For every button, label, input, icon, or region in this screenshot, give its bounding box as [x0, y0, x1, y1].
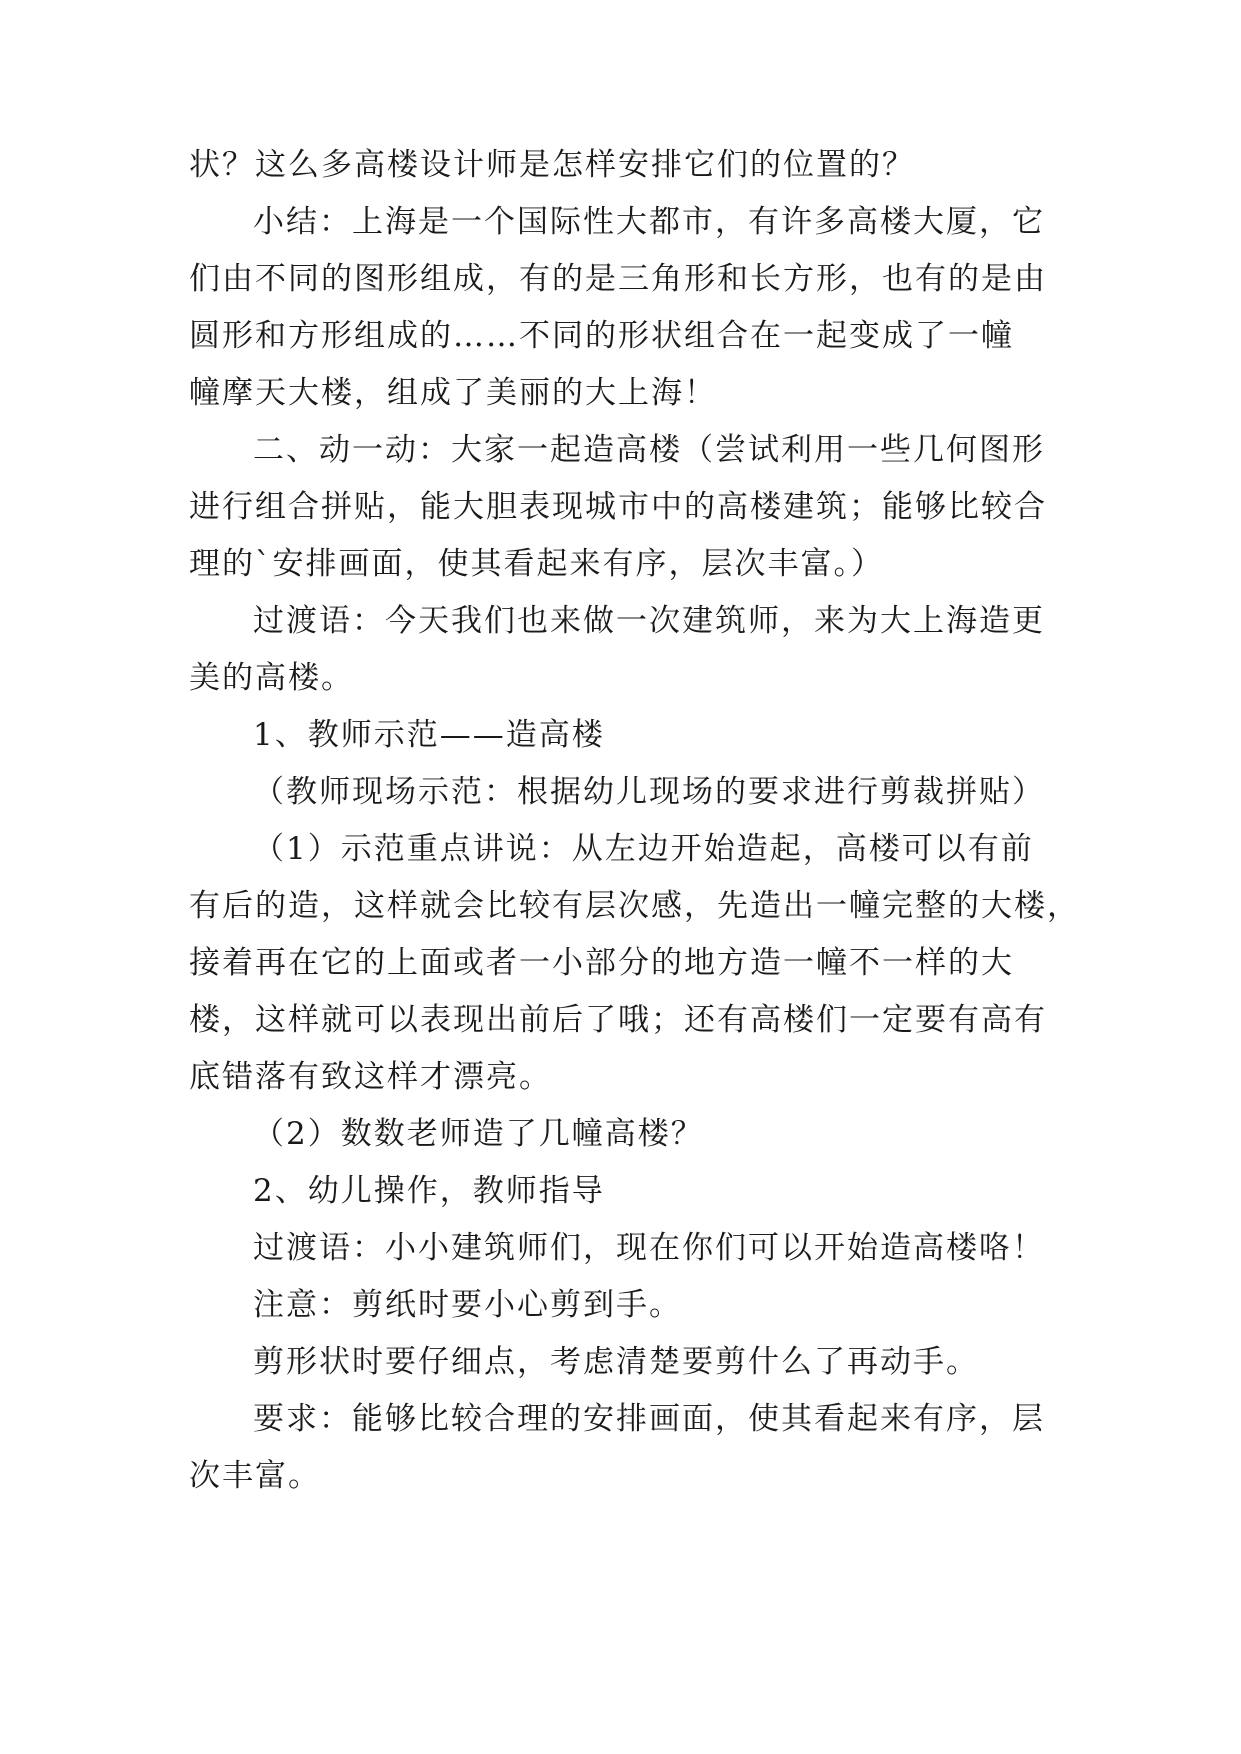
text-line: 剪形状时要仔细点，考虑清楚要剪什么了再动手。	[253, 1344, 979, 1380]
text-line: 圆形和方形组成的……不同的形状组合在一起变成了一幢	[189, 318, 1014, 354]
text-line: （2）数数老师造了几幢高楼？	[253, 1116, 704, 1152]
text-line: （教师现场示范：根据幼儿现场的要求进行剪裁拼贴）	[253, 774, 1045, 810]
text-line: 有后的造，这样就会比较有层次感，先造出一幢完整的大楼，	[189, 888, 1080, 924]
text-line: 接着再在它的上面或者一小部分的地方造一幢不一样的大	[189, 945, 1014, 981]
text-line: 状？这么多高楼设计师是怎样安排它们的位置的？	[189, 147, 915, 183]
text-line: 幢摩天大楼，组成了美丽的大上海！	[189, 375, 717, 411]
text-line: 1、教师示范——造高楼	[253, 717, 605, 753]
text-line: 们由不同的图形组成，有的是三角形和长方形，也有的是由	[189, 261, 1047, 297]
text-line: 小结：上海是一个国际性大都市，有许多高楼大厦，它	[253, 204, 1045, 240]
text-line: （1）示范重点讲说：从左边开始造起，高楼可以有前	[253, 831, 1034, 867]
text-line: 次丰富。	[189, 1458, 321, 1494]
text-line: 楼，这样就可以表现出前后了哦；还有高楼们一定要有高有	[189, 1002, 1047, 1038]
text-line: 二、动一动：大家一起造高楼（尝试利用一些几何图形	[253, 432, 1045, 468]
text-line: 注意：剪纸时要小心剪到手。	[253, 1287, 682, 1323]
text-line: 过渡语：小小建筑师们，现在你们可以开始造高楼咯！	[253, 1230, 1045, 1266]
text-line: 底错落有致这样才漂亮。	[189, 1059, 552, 1095]
text-line: 理的`安排画面，使其看起来有序，层次丰富。）	[189, 546, 884, 582]
text-line: 美的高楼。	[189, 660, 354, 696]
text-line: 过渡语：今天我们也来做一次建筑师，来为大上海造更	[253, 603, 1045, 639]
text-line: 进行组合拼贴，能大胆表现城市中的高楼建筑；能够比较合	[189, 489, 1047, 525]
text-line: 2、幼儿操作，教师指导	[253, 1173, 605, 1209]
text-line: 要求：能够比较合理的安排画面，使其看起来有序，层	[253, 1401, 1045, 1437]
